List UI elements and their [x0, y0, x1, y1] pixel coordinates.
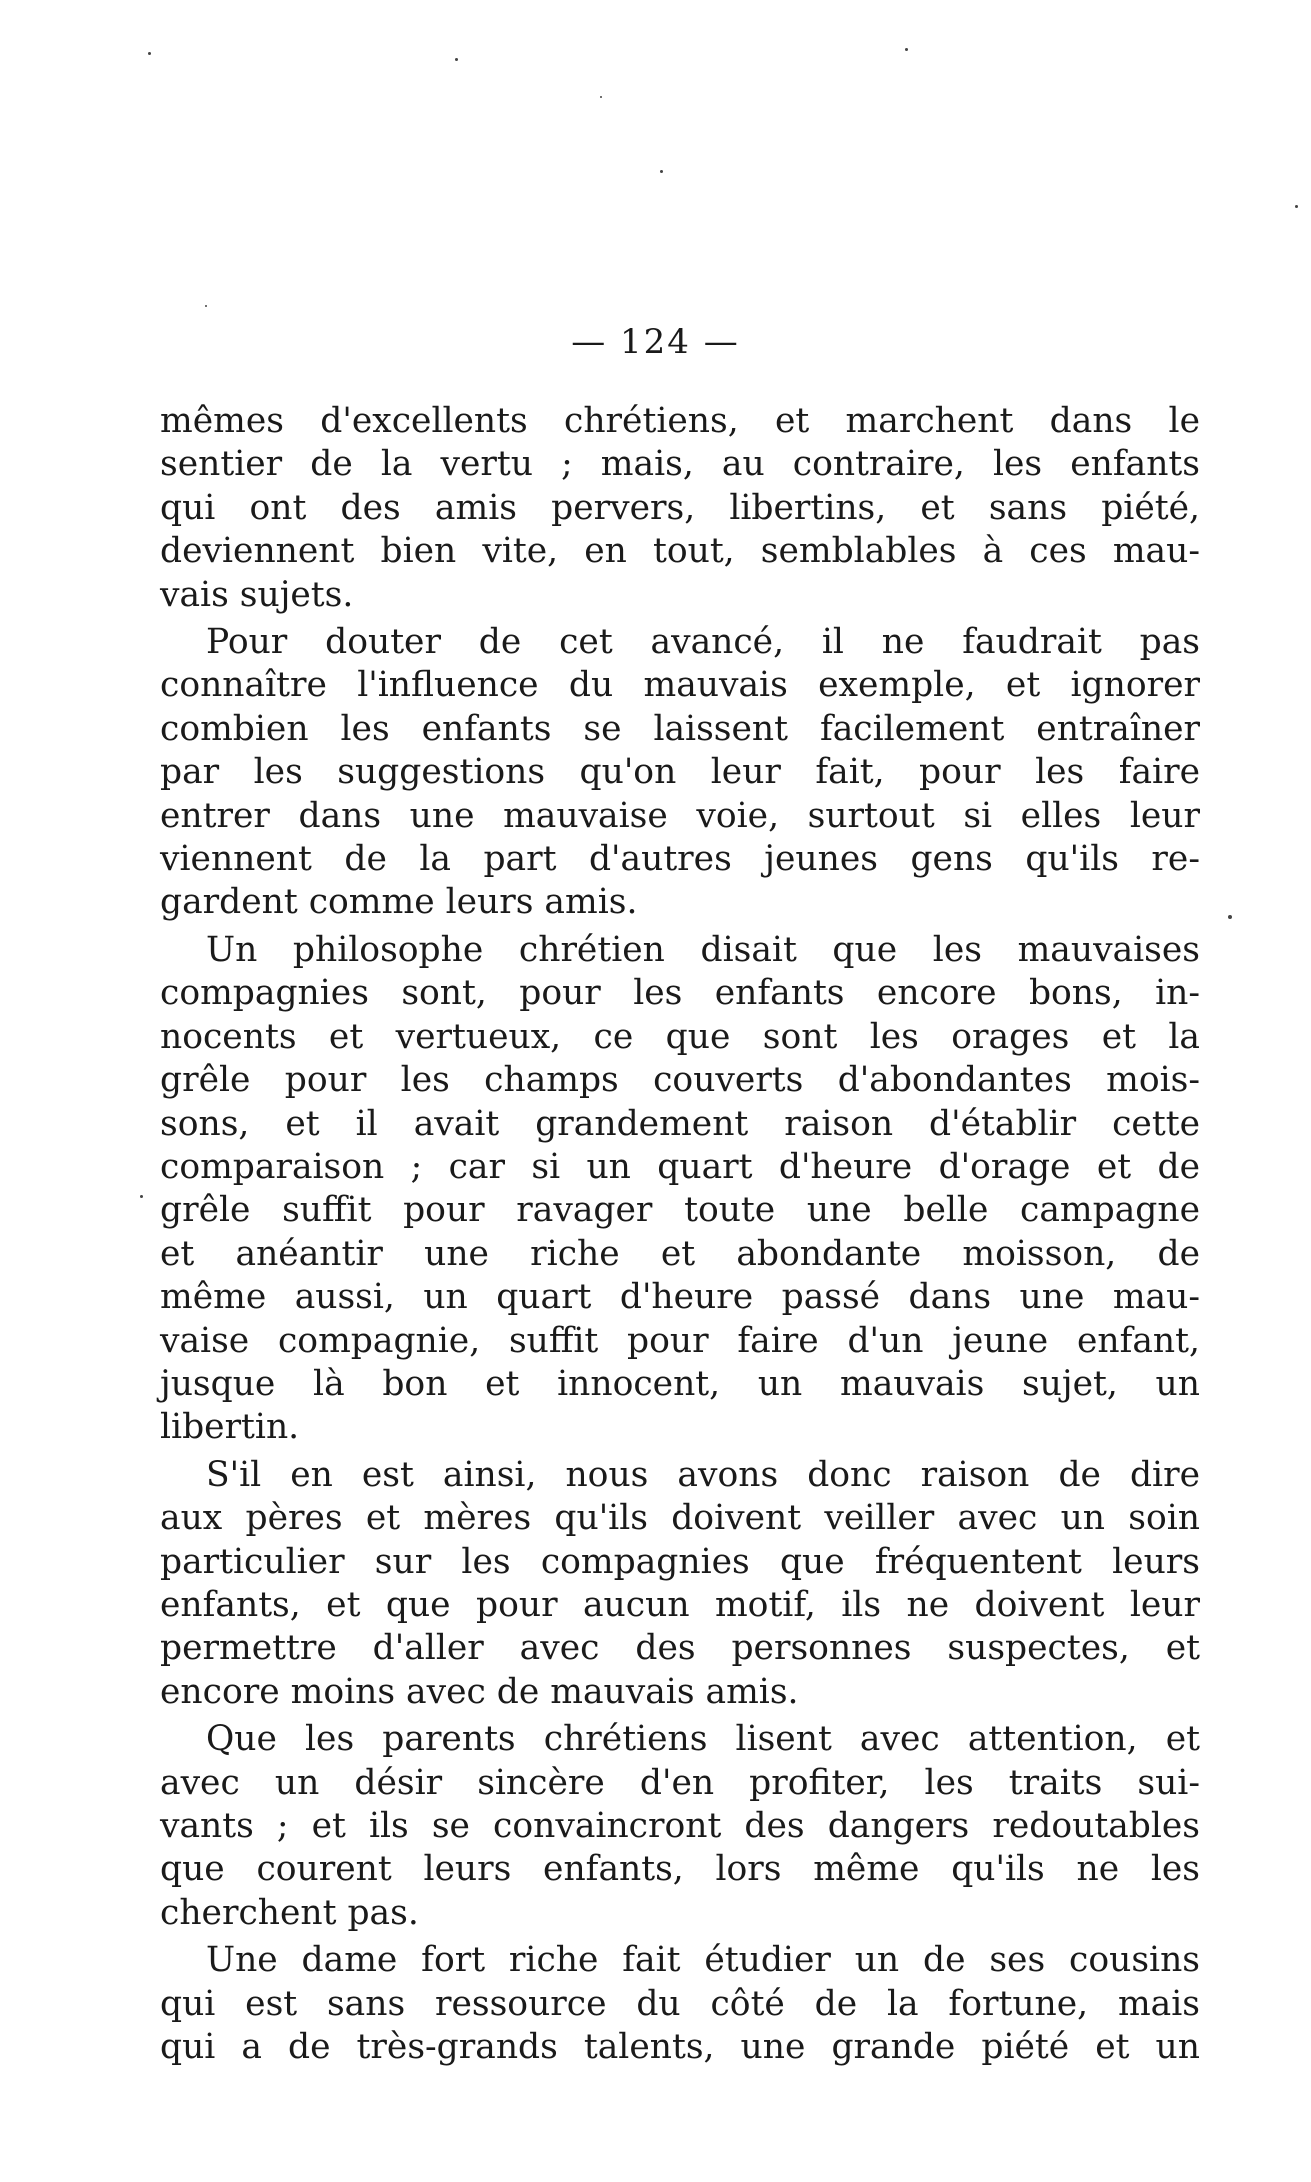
text-line: qui ont des amis pervers, libertins, et sans piété, — [160, 487, 1200, 528]
text-line: que courent leurs enfants, lors même qu'ils ne les — [160, 1849, 1200, 1890]
text-line: enfants, et que pour aucun motif, ils ne doivent leur — [160, 1584, 1200, 1625]
text-line: compagnies sont, pour les enfants encore bons, in- — [160, 973, 1200, 1014]
text-line: et anéantir une riche et abondante moisson, de — [160, 1233, 1200, 1274]
text-line: libertin. — [160, 1407, 300, 1448]
text-line: vaise compagnie, suffit pour faire d'un jeune enfant, — [160, 1320, 1200, 1361]
text-line: combien les enfants se laissent facilement entraîner — [160, 708, 1200, 749]
text-line: vants ; et ils se convaincront des dangers redoutables — [160, 1806, 1200, 1846]
text-line: sons, et il avait grandement raison d'établir cette — [160, 1103, 1200, 1144]
text-line: jusque là bon et innocent, un mauvais sujet, un — [160, 1363, 1200, 1404]
text-line: comparaison ; car si un quart d'heure d'orage et de — [160, 1146, 1200, 1187]
text-line: grêle pour les champs couverts d'abondantes mois- — [160, 1060, 1200, 1101]
text-line: viennent de la part d'autres jeunes gens qu'ils re- — [160, 839, 1200, 880]
text-line: avec un désir sincère d'en profiter, les traits sui- — [160, 1762, 1200, 1803]
paragraph — [160, 1939, 1200, 2069]
text-line: mêmes d'excellents chrétiens, et marchent dans le — [160, 401, 1200, 441]
text-line: Un philosophe chrétien disait que les mauvaises — [206, 929, 1200, 970]
text-line: particulier sur les compagnies que fréquentent leurs — [160, 1541, 1200, 1582]
text-line: encore moins avec de mauvais amis. — [160, 1671, 799, 1712]
page-number: — 124 — — [571, 322, 740, 362]
paragraph — [160, 400, 1200, 617]
paragraph — [160, 929, 1200, 1450]
text-line: même aussi, un quart d'heure passé dans une mau- — [160, 1277, 1200, 1318]
text-line: qui a de très-grands talents, une grande piété et un — [160, 2027, 1200, 2068]
text-line: vais sujets. — [160, 574, 354, 615]
text-line: qui est sans ressource du côté de la fortune, mais — [160, 1983, 1200, 2024]
paragraph — [160, 621, 1200, 925]
body-text — [160, 400, 1200, 2073]
text-line: entrer dans une mauvaise voie, surtout si elles leur — [160, 795, 1200, 836]
text-line: sentier de la vertu ; mais, au contraire, les enfants — [160, 444, 1200, 485]
text-line: nocents et vertueux, ce que sont les orages et la — [160, 1016, 1200, 1057]
text-line: Une dame fort riche fait étudier un de ses cousins — [206, 1940, 1200, 1981]
text-line: par les suggestions qu'on leur fait, pour les faire — [160, 752, 1200, 793]
text-line: grêle suffit pour ravager toute une belle campagne — [160, 1190, 1200, 1231]
text-line: S'il en est ainsi, nous avons donc raison de dire — [206, 1454, 1200, 1495]
text-line: Pour douter de cet avancé, il ne faudrait pas — [206, 622, 1200, 663]
text-line: deviennent bien vite, en tout, semblables à ces mau- — [160, 531, 1200, 572]
paragraph — [160, 1454, 1200, 1714]
paragraph — [160, 1718, 1200, 1935]
text-line: aux pères et mères qu'ils doivent veiller avec un soin — [160, 1498, 1200, 1539]
text-line: gardent comme leurs amis. — [160, 882, 638, 923]
text-line: cherchent pas. — [160, 1892, 419, 1933]
text-line: permettre d'aller avec des personnes suspectes, et — [160, 1628, 1200, 1669]
text-line: Que les parents chrétiens lisent avec attention, et — [206, 1719, 1200, 1760]
text-line: connaître l'influence du mauvais exemple, et ignorer — [160, 665, 1200, 706]
